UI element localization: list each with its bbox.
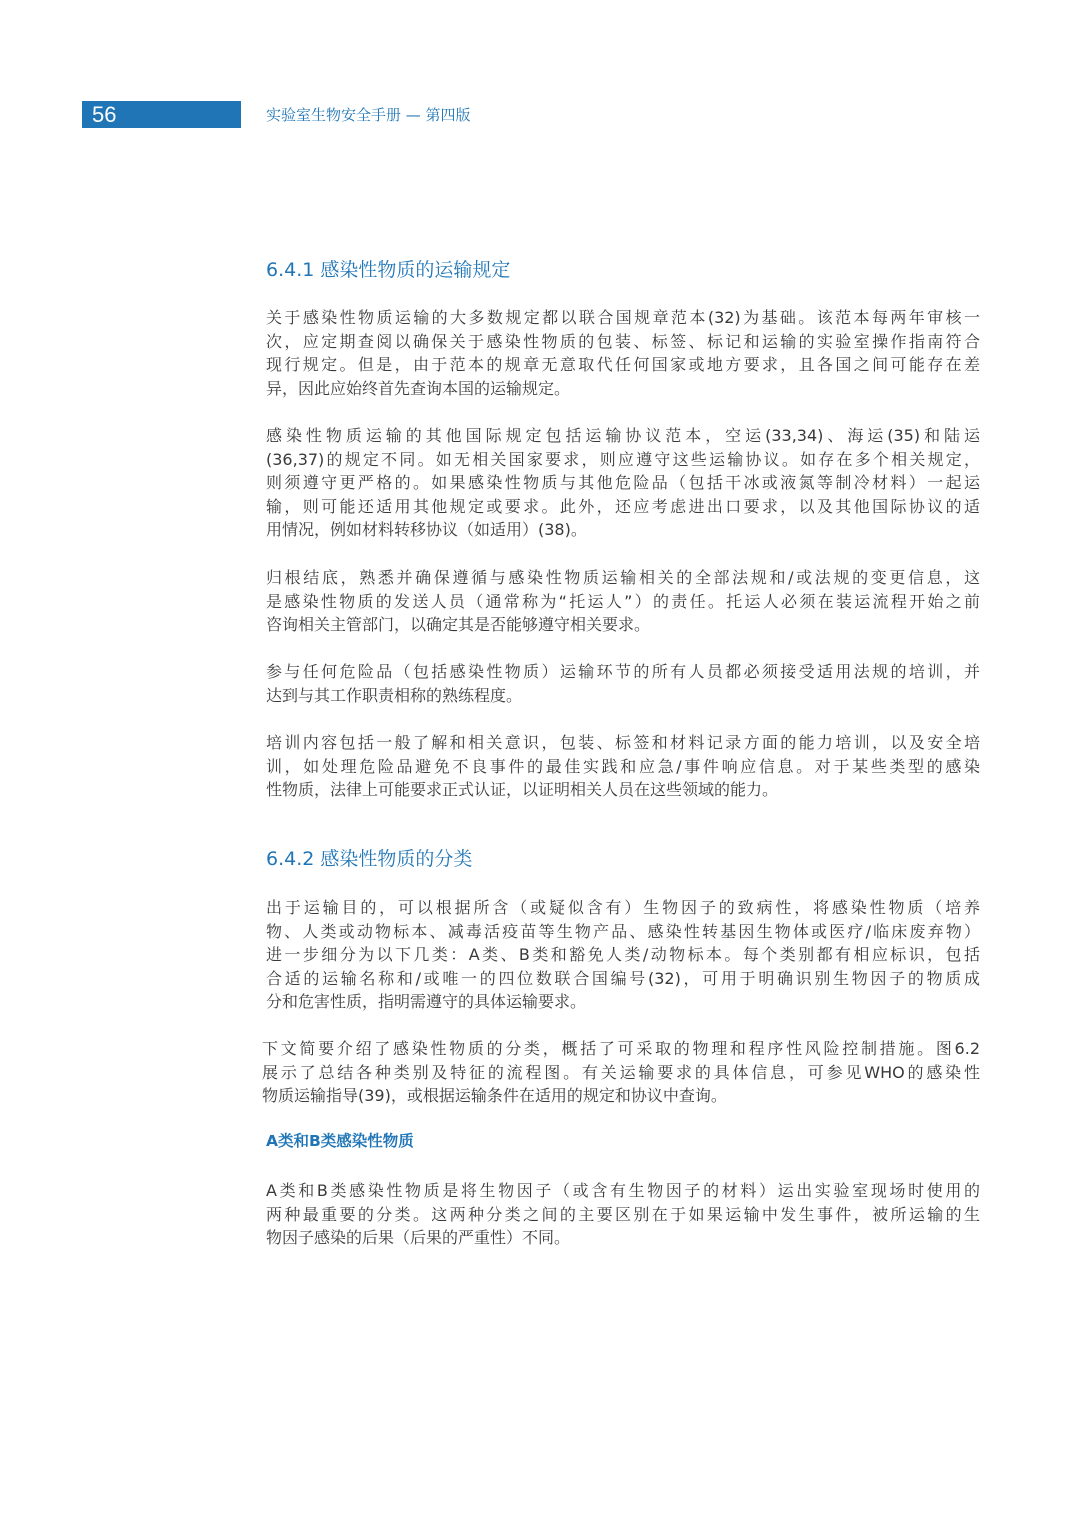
text-line: 训，如处理危险品避免不良事件的最佳实践和应急/事件响应信息。对于某些类型的感染 [266,756,980,776]
text-line: 培训内容包括一般了解和相关意识，包装、标签和材料记录方面的能力培训，以及安全培 [266,733,980,752]
text-line: 展示了总结各种类别及特征的流程图。有关运输要求的具体信息，可参见WHO的感染性 [262,1062,980,1082]
text-line: 关于感染性物质运输的大多数规定都以联合国规章范本(32)为基础。该范本每两年审核一 [266,308,980,327]
paragraph-transport-rules [266,306,980,400]
text-line: 感染性物质运输的其他国际规定包括运输协议范本，空运(33,34)、海运(35)和陆运 [266,426,980,445]
text-line: 进一步细分为以下几类：A类、B类和豁免人类/动物标本。每个类别都有相应标识，包括 [266,945,980,964]
paragraph-classification-overview [262,1037,980,1108]
paragraph-category-a-b [266,1179,980,1250]
paragraph-international-rules [266,424,980,542]
paragraph-classification [266,896,980,1014]
section-heading-6-4-2: 6.4.2 感染性物质的分类 [266,848,473,870]
text-line: 用情况，例如材料转移协议（如适用）(38)。 [266,520,587,539]
running-header: 实验室生物安全手册 — 第四版 [266,106,471,124]
text-line: A类和B类感染性物质是将生物因子（或含有生物因子的材料）运出实验室现场时使用的 [266,1181,980,1200]
text-line: 则须遵守更严格的。如果感染性物质与其他危险品（包括干冰或液氮等制冷材料）一起运 [266,473,980,492]
page-number-box [82,101,241,128]
paragraph-shipper-responsibility [266,566,980,637]
text-line: 归根结底，熟悉并确保遵循与感染性物质运输相关的全部法规和/或法规的变更信息，这 [266,568,980,587]
text-line: 是感染性物质的发送人员（通常称为“托运人”）的责任。托运人必须在装运流程开始之前 [266,591,980,611]
text-line: 分和危害性质，指明需遵守的具体运输要求。 [266,992,587,1011]
text-line: 两种最重要的分类。这两种分类之间的主要区别在于如果运输中发生事件，被所运输的生 [266,1204,980,1224]
text-line: 参与任何危险品（包括感染性物质）运输环节的所有人员都必须接受适用法规的培训，并 [266,662,980,681]
paragraph-training-content [266,731,980,802]
text-line: 物、人类或动物标本、减毒活疫苗等生物产品、感染性转基因生物体或医疗/临床废弃物） [266,921,980,941]
paragraph-training-requirement [266,660,980,707]
text-line: 次，应定期查阅以确保关于感染性物质的包装、标签、标记和运输的实验室操作指南符合 [266,331,980,351]
text-line: 下文简要介绍了感染性物质的分类，概括了可采取的物理和程序性风险控制措施。图6.2 [262,1039,980,1058]
page-number: 56 [92,102,117,127]
text-line: 咨询相关主管部门，以确定其是否能够遵守相关要求。 [266,615,651,634]
text-line: 物质运输指导(39)，或根据运输条件在适用的规定和协议中查询。 [262,1086,727,1105]
text-line: 出于运输目的，可以根据所含（或疑似含有）生物因子的致病性，将感染性物质（培养 [266,898,980,917]
text-line: 现行规定。但是，由于范本的规章无意取代任何国家或地方要求，且各国之间可能存在差 [266,355,980,374]
section-heading-6-4-1: 6.4.1 感染性物质的运输规定 [266,259,511,281]
text-line: 物因子感染的后果（后果的严重性）不同。 [266,1228,571,1247]
text-line: 性物质，法律上可能要求正式认证，以证明相关人员在这些领域的能力。 [266,780,779,799]
text-line: 异，因此应始终首先查询本国的运输规定。 [266,378,571,398]
text-line: 输，则可能还适用其他规定或要求。此外，还应考虑进出口要求，以及其他国际协议的适 [266,496,980,516]
text-line: 合适的运输名称和/或唯一的四位数联合国编号(32)，可用于明确识别生物因子的物质成 [266,968,980,988]
text-line: 达到与其工作职责相称的熟练程度。 [266,685,523,705]
text-line: (36,37)的规定不同。如无相关国家要求，则应遵守这些运输协议。如存在多个相关规定， [266,449,980,469]
subsection-heading-category-a-b: A类和B类感染性物质 [266,1132,414,1150]
